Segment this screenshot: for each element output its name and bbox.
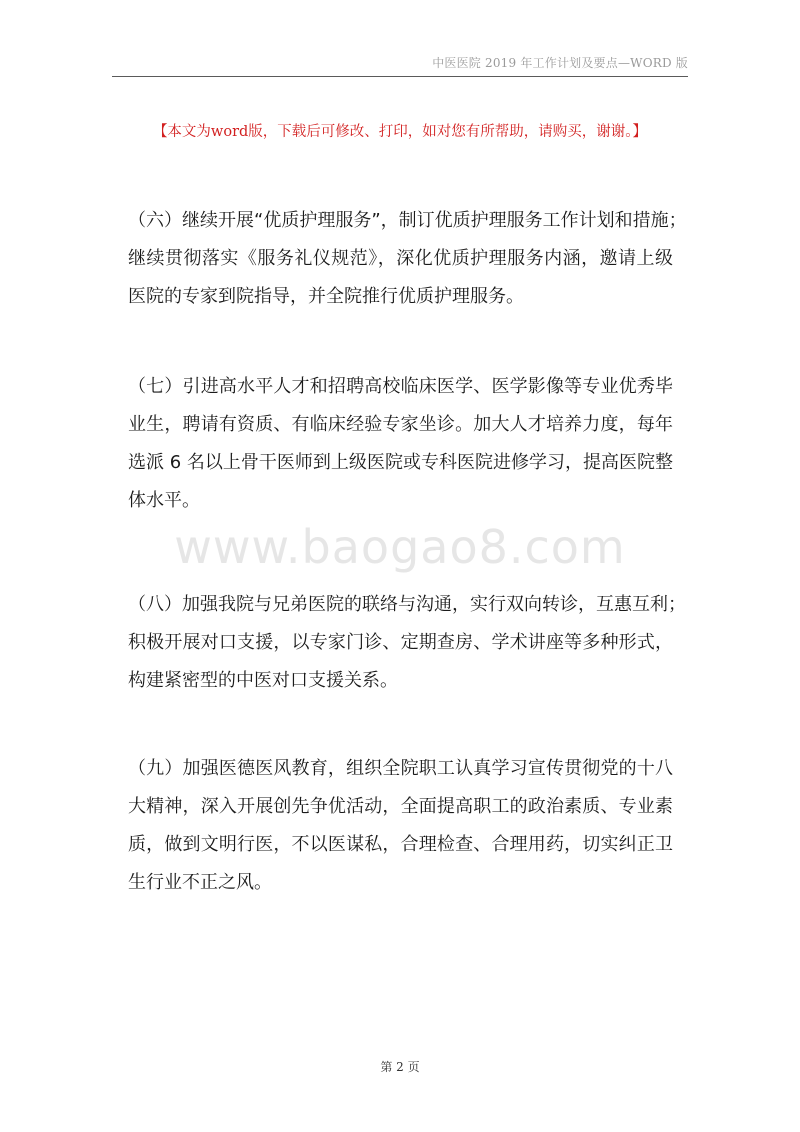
header-divider [112, 76, 688, 77]
purchase-notice: 【本文为word版，下载后可修改、打印，如对您有所帮助，请购买，谢谢。】 [152, 124, 648, 140]
page-number: 第 2 页 [380, 1060, 420, 1074]
paragraph-7 [128, 368, 673, 520]
watermark-text: www.baogao8.com [174, 520, 626, 574]
paragraph-line: 大精神，深入开展创先争优活动，全面提高职工的政治素质、专业素 [128, 796, 673, 817]
paragraph-8 [128, 586, 686, 700]
paragraph-line: （六）继续开展“优质护理服务”，制订优质护理服务工作计划和措施； [128, 210, 687, 231]
paragraph-line: （九）加强医德医风教育，组织全院职工认真学习宣传贯彻党的十八 [128, 758, 673, 779]
paragraph-line: 生行业不正之风。 [128, 872, 272, 893]
document-header-title: 中医医院 2019 年工作计划及要点—WORD 版 [432, 56, 688, 70]
paragraph-line: 继续贯彻落实《服务礼仪规范》，深化优质护理服务内涵，邀请上级 [128, 248, 673, 269]
paragraph-6 [128, 202, 687, 316]
paragraph-line: 体水平。 [128, 490, 200, 511]
paragraph-line: 医院的专家到院指导，并全院推行优质护理服务。 [128, 286, 524, 307]
paragraph-9 [128, 750, 673, 902]
paragraph-line: （八）加强我院与兄弟医院的联络与沟通，实行双向转诊，互惠互利； [128, 594, 686, 615]
paragraph-line: 构建紧密型的中医对口支援关系。 [128, 670, 398, 691]
paragraph-line: 业生，聘请有资质、有临床经验专家坐诊。加大人才培养力度，每年 [128, 414, 673, 435]
paragraph-line: 选派 6 名以上骨干医师到上级医院或专科医院进修学习，提高医院整 [128, 452, 673, 473]
paragraph-line: （七）引进高水平人才和招聘高校临床医学、医学影像等专业优秀毕 [128, 376, 673, 397]
paragraph-line: 质，做到文明行医，不以医谋私，合理检查、合理用药，切实纠正卫 [128, 834, 673, 855]
paragraph-line: 积极开展对口支援，以专家门诊、定期查房、学术讲座等多种形式， [128, 632, 673, 653]
